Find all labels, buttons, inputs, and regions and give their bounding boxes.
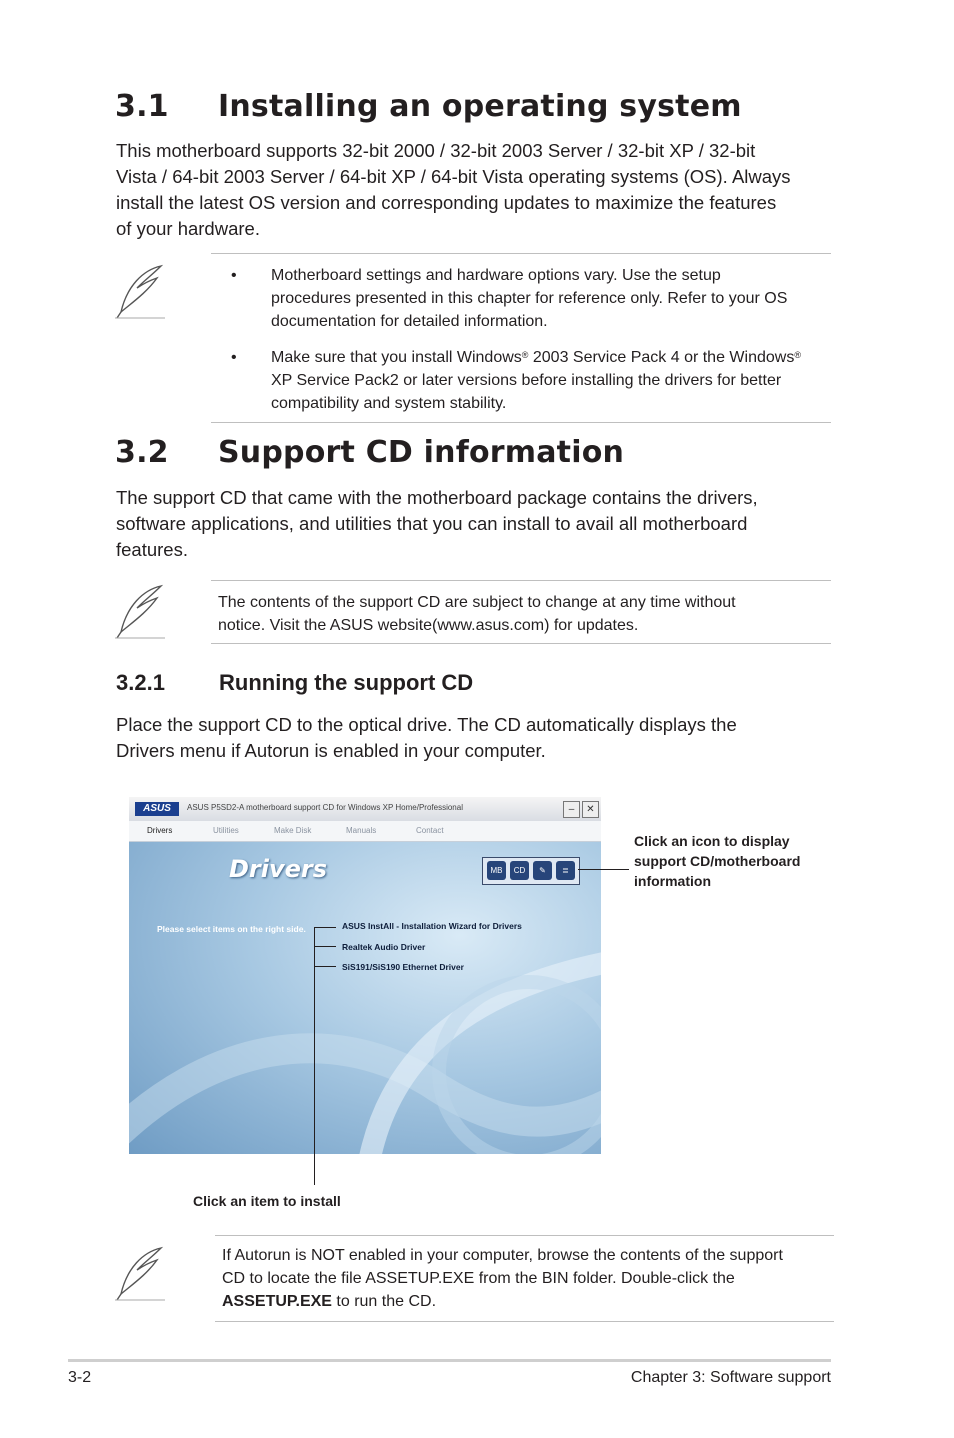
note-line [222, 1290, 783, 1313]
note-line: XP Service Pack2 or later versions before installing the drivers for better [271, 372, 782, 389]
window-title: ASUS P5SD2-A motherboard support CD for Windows XP Home/Professional [187, 803, 463, 812]
tab-utilities[interactable]: Utilities [213, 826, 239, 835]
section-3-2-1-body [116, 712, 737, 764]
body-line: Vista / 64-bit 2003 Server / 64-bit XP / 64-bit Vista operating systems (OS). Always [116, 166, 791, 187]
callout-line [314, 966, 336, 967]
section-3-2-heading [115, 435, 624, 470]
drivers-panel [129, 842, 601, 1154]
technical-support-icon[interactable]: ✎ [533, 861, 552, 880]
motherboard-info-icon[interactable]: MB [487, 861, 506, 880]
body-line: features. [116, 539, 188, 560]
text: 2003 Service Pack 4 or the Windows [528, 349, 795, 366]
text: Make sure that you install Windows [271, 349, 522, 366]
asus-logo: ASUS [135, 802, 179, 816]
note-line: CD to locate the file ASSETUP.EXE from the BIN folder. Double-click the [222, 1270, 735, 1287]
callout-line-text: Click an icon to display [634, 833, 790, 849]
footer-divider [68, 1359, 831, 1362]
browse-cd-icon[interactable]: CD [510, 861, 529, 880]
section-3-1-body [116, 138, 791, 242]
callout-line [314, 946, 336, 947]
note-line: The contents of the support CD are subject to change at any time without [218, 594, 736, 611]
callout-line [314, 927, 336, 928]
callout-line [578, 869, 629, 870]
registered-mark: ® [794, 350, 801, 360]
note-box-os [211, 253, 831, 423]
callout-line-text: information [634, 873, 711, 889]
select-prompt: Please select items on the right side. [157, 924, 306, 934]
icon-callout [634, 831, 800, 891]
body-line: install the latest OS version and corresponding updates to maximize the features [116, 192, 777, 213]
bullet: • [231, 349, 237, 366]
note-line: compatibility and system stability. [271, 395, 507, 412]
note-feather-icon [113, 1244, 168, 1304]
section-3-1-heading [115, 89, 742, 124]
callout-line-text: support CD/motherboard [634, 853, 801, 869]
note-line: documentation for detailed information. [271, 313, 548, 330]
text: to run the CD. [331, 1293, 437, 1310]
body-line: Place the support CD to the optical drive. The CD automatically displays the [116, 714, 737, 735]
section-3-2-body [116, 485, 758, 563]
tab-manuals[interactable]: Manuals [346, 826, 377, 835]
section-3-2-1-heading [116, 670, 473, 696]
note-text [222, 1244, 783, 1313]
note-line [271, 346, 851, 369]
body-line: This motherboard supports 32-bit 2000 / 32-bit 2003 Server / 32-bit XP / 32-bit [116, 140, 756, 161]
section-title: Running the support CD [219, 670, 474, 695]
title-bar [129, 797, 601, 821]
body-line: Drivers menu if Autorun is enabled in your computer. [116, 740, 546, 761]
note-feather-icon [113, 262, 168, 322]
item-callout: Click an item to install [193, 1193, 341, 1209]
bold-filename: ASSETUP.EXE [222, 1293, 332, 1310]
note-box-autorun [215, 1235, 834, 1322]
tab-drivers[interactable]: Drivers [147, 826, 173, 835]
icon-toolbar [482, 857, 580, 885]
body-line: of your hardware. [116, 218, 260, 239]
background-swirl [129, 842, 601, 1154]
tab-bar [129, 821, 601, 842]
drivers-heading: Drivers [229, 855, 328, 883]
note-line: notice. Visit the ASUS website(www.asus.com) for updates. [218, 617, 639, 634]
section-title: Support CD information [218, 435, 625, 470]
chapter-title: Chapter 3: Software support [630, 1369, 831, 1386]
note-line: Motherboard settings and hardware options vary. Use the setup [271, 267, 721, 284]
section-number: 3.1 [115, 89, 169, 124]
section-number: 3.2.1 [116, 670, 165, 695]
note-text [218, 591, 736, 637]
section-number: 3.2 [115, 435, 169, 470]
note-box-cd [211, 580, 831, 644]
support-cd-window [129, 797, 601, 1154]
body-line: software applications, and utilities that you can install to avail all motherboard [116, 513, 748, 534]
file-list-icon[interactable]: ≣ [556, 861, 575, 880]
driver-item-asus-install[interactable]: ASUS InstAll - Installation Wizard for Drivers [342, 921, 522, 931]
driver-item-sis-ethernet[interactable]: SiS191/SiS190 Ethernet Driver [342, 962, 464, 972]
close-button[interactable]: ✕ [582, 801, 599, 818]
page-number: 3-2 [68, 1369, 92, 1386]
note-feather-icon [113, 582, 168, 642]
section-title: Installing an operating system [218, 89, 742, 124]
driver-item-realtek-audio[interactable]: Realtek Audio Driver [342, 942, 426, 952]
tab-contact[interactable]: Contact [416, 826, 444, 835]
tab-make-disk[interactable]: Make Disk [274, 826, 312, 835]
body-line: The support CD that came with the motherboard package contains the drivers, [116, 487, 758, 508]
bullet: • [231, 267, 237, 284]
minimize-button[interactable]: – [563, 801, 580, 818]
note-line: procedures presented in this chapter for reference only. Refer to your OS [271, 290, 788, 307]
note-line: If Autorun is NOT enabled in your computer, browse the contents of the support [222, 1247, 783, 1264]
registered-mark: ® [521, 350, 529, 360]
